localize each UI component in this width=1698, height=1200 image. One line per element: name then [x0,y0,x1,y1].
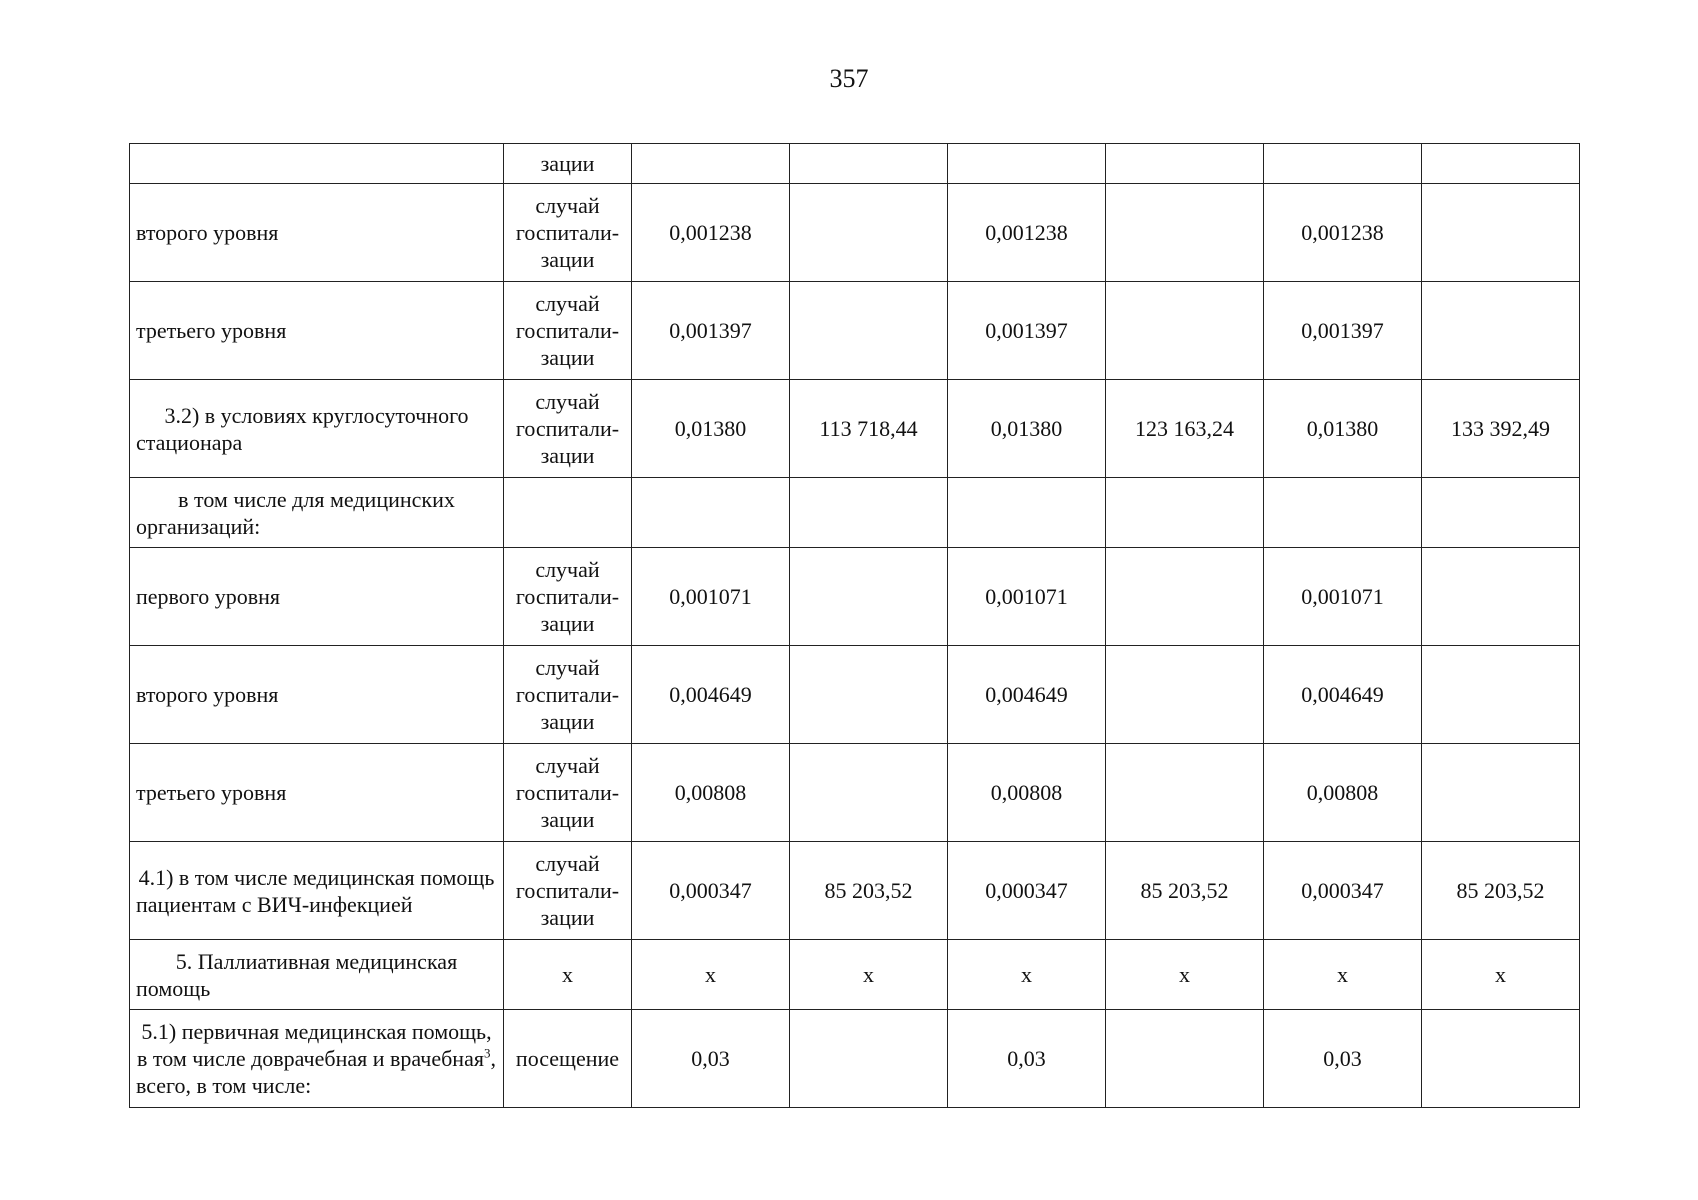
volume-cell: 0,00808 [948,744,1106,842]
row-label [130,940,504,1010]
row-label [130,478,504,548]
cost-cell: 85 203,52 [1106,842,1264,940]
table-row [130,478,1580,548]
row-label [130,646,504,744]
cost-cell [1106,548,1264,646]
row-label-text: 3.2) в условиях круглосуточного стационара [136,402,469,455]
volume-cell: 0,001071 [948,548,1106,646]
volume-cell [948,144,1106,184]
cost-cell [1106,144,1264,184]
row-label-text: 4.1) в том числе медицинская помощь пациентам с ВИЧ-инфекцией [136,864,495,917]
unit-cell: случай госпитали-зации [504,548,632,646]
volume-cell: 0,01380 [948,380,1106,478]
cost-cell [1422,1010,1580,1108]
volume-cell: 0,000347 [948,842,1106,940]
cost-cell [790,144,948,184]
unit-cell: случай госпитали-зации [504,646,632,744]
cost-cell [1106,478,1264,548]
cost-cell [1422,744,1580,842]
row-label-text: в том числе для медицинских организаций: [136,486,455,539]
unit-cell: случай госпитали-зации [504,282,632,380]
volume-cell: 0,004649 [1264,646,1422,744]
row-label-text: 5.1) первичная медицинская помощь, в том числе доврачебная и врачебная [137,1019,492,1071]
volume-cell: 0,004649 [632,646,790,744]
cost-cell: х [1106,940,1264,1010]
cost-cell: х [1422,940,1580,1010]
volume-cell: 0,001071 [632,548,790,646]
volume-cell: 0,001397 [948,282,1106,380]
cost-cell [1422,184,1580,282]
volume-cell: 0,00808 [1264,744,1422,842]
cost-cell: 85 203,52 [790,842,948,940]
table-row [130,380,1580,478]
row-label [130,744,504,842]
table-row [130,842,1580,940]
row-label [130,184,504,282]
cost-cell [1422,144,1580,184]
cost-cell [1106,744,1264,842]
cost-cell [1422,478,1580,548]
cost-cell: 113 718,44 [790,380,948,478]
row-label [130,144,504,184]
volume-cell: 0,01380 [632,380,790,478]
cost-cell [790,1010,948,1108]
table-row [130,1010,1580,1108]
volume-cell: 0,000347 [1264,842,1422,940]
table-row [130,646,1580,744]
row-label-text: третьего уровня [136,780,287,805]
row-label-tail: , всего, в том числе: [136,1046,496,1098]
cost-cell [790,646,948,744]
volume-cell: х [948,940,1106,1010]
volume-cell: 0,000347 [632,842,790,940]
row-label [130,842,504,940]
unit-cell: случай госпитали-зации [504,380,632,478]
unit-cell: случай госпитали-зации [504,744,632,842]
row-label-text: 5. Паллиативная медицинская помощь [136,948,458,1001]
unit-cell: посещение [504,1010,632,1108]
volume-cell [948,478,1106,548]
table-row [130,548,1580,646]
cost-cell [1106,282,1264,380]
volume-cell: 0,001238 [1264,184,1422,282]
cost-cell: 133 392,49 [1422,380,1580,478]
volume-cell: 0,03 [632,1010,790,1108]
unit-cell: х [504,940,632,1010]
row-label-text: второго уровня [136,682,279,707]
table-row [130,144,1580,184]
unit-cell: зации [504,144,632,184]
volume-cell: 0,001238 [632,184,790,282]
cost-cell [1422,646,1580,744]
cost-cell: 123 163,24 [1106,380,1264,478]
row-label-text: третьего уровня [136,318,287,343]
footnote-marker: 3 [483,1045,491,1061]
cost-cell [1106,184,1264,282]
volume-cell: 0,004649 [948,646,1106,744]
cost-cell [790,282,948,380]
cost-cell [790,478,948,548]
table-row [130,940,1580,1010]
cost-cell [1106,646,1264,744]
cost-cell [1106,1010,1264,1108]
unit-cell [504,478,632,548]
cost-cell: х [790,940,948,1010]
table-row [130,282,1580,380]
cost-cell: 85 203,52 [1422,842,1580,940]
cost-cell [1422,548,1580,646]
unit-cell: случай госпитали-зации [504,184,632,282]
cost-cell [790,184,948,282]
volume-cell [632,478,790,548]
row-label [130,282,504,380]
row-label-text: второго уровня [136,220,279,245]
cost-cell [790,744,948,842]
volume-cell [632,144,790,184]
data-table [129,143,1580,1108]
cost-cell [1422,282,1580,380]
volume-cell: х [1264,940,1422,1010]
volume-cell: 0,00808 [632,744,790,842]
row-label [130,380,504,478]
volume-cell: 0,01380 [1264,380,1422,478]
volume-cell: х [632,940,790,1010]
page-number: 357 [829,64,869,93]
volume-cell: 0,001397 [632,282,790,380]
row-label [130,1010,504,1108]
row-label [130,548,504,646]
volume-cell: 0,001238 [948,184,1106,282]
unit-cell: случай госпитали-зации [504,842,632,940]
cost-cell [790,548,948,646]
volume-cell [1264,478,1422,548]
row-label-text: первого уровня [136,584,281,609]
table-row [130,744,1580,842]
volume-cell: 0,001397 [1264,282,1422,380]
volume-cell: 0,001071 [1264,548,1422,646]
volume-cell: 0,03 [1264,1010,1422,1108]
volume-cell: 0,03 [948,1010,1106,1108]
volume-cell [1264,144,1422,184]
table-row [130,184,1580,282]
